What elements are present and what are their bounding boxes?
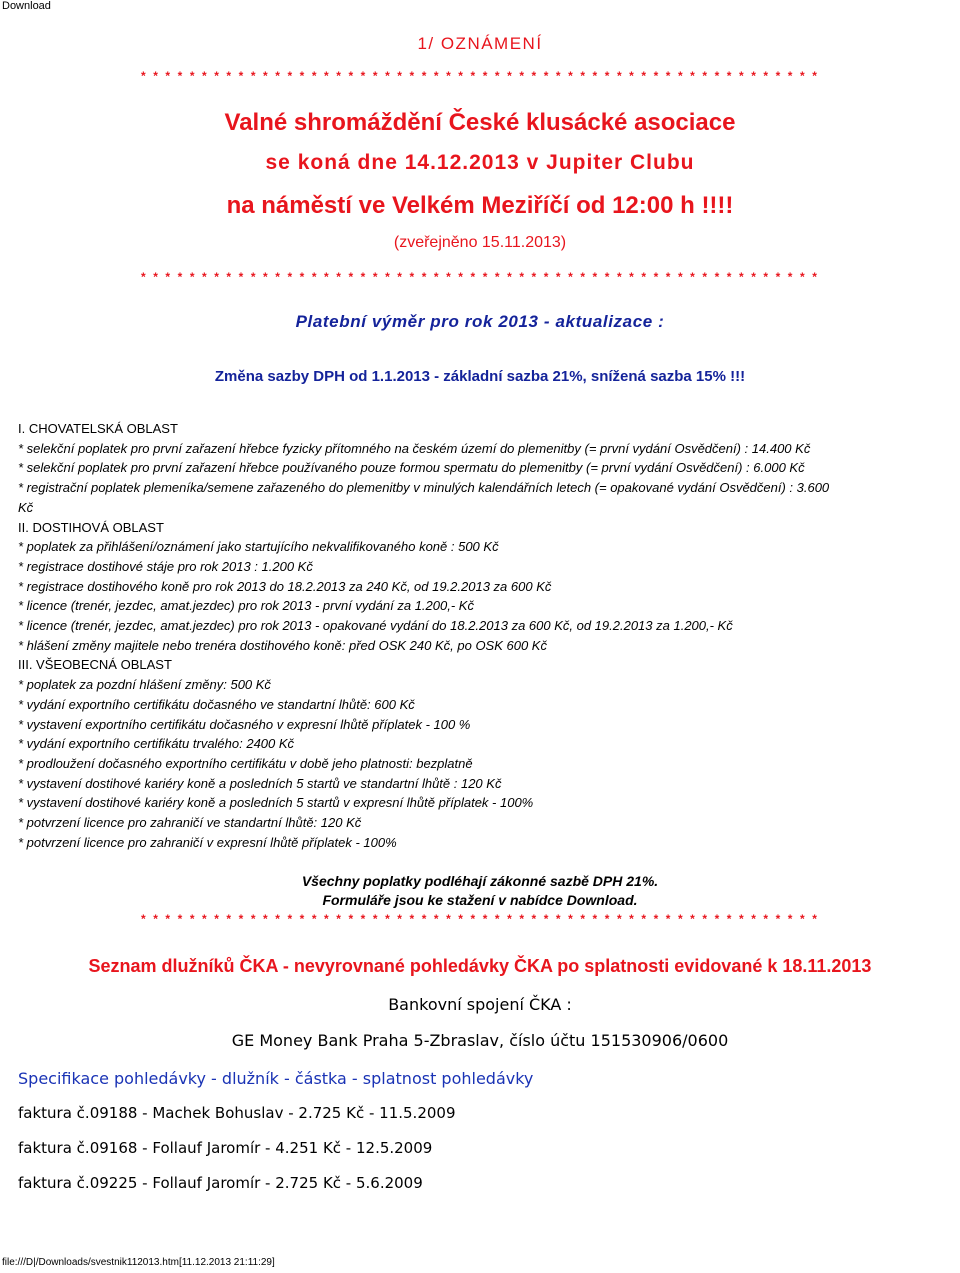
vat-note: Všechny poplatky podléhají zákonné sazbě DPH 21%. [301, 873, 659, 889]
download-link[interactable]: Download [2, 0, 51, 12]
fee-item: * registrace dostihové stáje pro rok 2013 : 1.200 Kč [18, 558, 313, 574]
debtors-title: Seznam dlužníků ČKA - nevyrovnané pohledávky ČKA po splatnosti evidované k 18.11.2013 [88, 956, 872, 976]
fee-item: * licence (trenér, jezdec, amat.jezdec) pro rok 2013 - opakované vydání do 18.2.2013 za 600 Kč, od 19.2.2013 za 1.200,- Kč [18, 618, 733, 633]
fee-item: * potvrzení licence pro zahraničí ve standartní lhůtě: 120 Kč [18, 815, 362, 830]
fee-item: * hlášení změny majitele nebo trenéra dostihového koně: před OSK 240 Kč, po OSK 600 Kč [18, 637, 547, 653]
fee-item: * prodloužení dočasného exportního certifikátu v době jeho platnosti: bezplatně [18, 755, 473, 771]
invoice-line: faktura č.09168 - Follauf Jaromír - 4.251 Kč - 12.5.2009 [18, 1139, 433, 1157]
fee-item: * vydání exportního certifikátu trvalého: 2400 Kč [18, 736, 295, 752]
section-heading: II. DOSTIHOVÁ OBLAST [18, 519, 164, 535]
fee-item: * vystavení dostihové kariéry koně a posledních 5 startů ve standartní lhůtě : 120 Kč [18, 775, 502, 791]
fee-item: * vystavení exportního certifikátu dočasného v expresní lhůtě příplatek - 100 % [18, 716, 471, 732]
bank-account: GE Money Bank Praha 5-Zbraslav, číslo účtu 151530906/0600 [231, 1031, 729, 1050]
fee-title: Platební výměr pro rok 2013 - aktualizace : [295, 312, 665, 331]
bank-label: Bankovní spojení ČKA : [388, 995, 572, 1014]
specification-heading: Specifikace pohledávky - dlužník - částka - splatnost pohledávky [18, 1069, 534, 1088]
fee-item: * registrační poplatek plemeníka/semene zařazeného do plemenitby v minulých kalendářních letech (= opakované vydání Osvědčení) : 3.600 [18, 480, 830, 496]
fee-item: * licence (trenér, jezdec, amat.jezdec) pro rok 2013 - první vydání za 1.200,- Kč [18, 598, 474, 614]
fee-item: * vydání exportního certifikátu dočasného ve standartní lhůtě: 600 Kč [18, 696, 415, 712]
fee-item: * poplatek za přihlášení/oznámení jako startujícího nekvalifikovaného koně : 500 Kč [18, 539, 499, 555]
meeting-line-1: Valné shromáždění České klusácké asociace [224, 109, 736, 136]
fee-item: * selekční poplatek pro první zařazení hřebce používaného pouze formou spermatu do plemenitby (= první vydání Osvědčení) : 6.000 Kč [18, 460, 805, 476]
section-heading: III. VŠEOBECNÁ OBLAST [18, 657, 172, 673]
fee-item: * vystavení dostihové kariéry koně a posledních 5 startů v expresní lhůtě příplatek - 100% [18, 795, 534, 811]
published-date: (zveřejněno 15.11.2013) [393, 234, 567, 251]
meeting-line-2: se koná dne 14.12.2013 v Jupiter Clubu [265, 151, 695, 174]
section-heading: I. CHOVATELSKÁ OBLAST [18, 421, 178, 436]
announcement-title: 1/ OZNÁMENÍ [417, 34, 543, 53]
file-path-footer: file:///D|/Downloads/svestnik112013.htm[11.12.2013 21:11:29] [2, 1257, 275, 1268]
star-divider-1: * * * * * * * * * * * * * * * * * * * * * * * * * * * * * * * * * * * * * * * * * * * * * * * * * * * * * * * * [141, 69, 819, 83]
star-divider-2: * * * * * * * * * * * * * * * * * * * * * * * * * * * * * * * * * * * * * * * * * * * * * * * * * * * * * * * * [141, 270, 819, 284]
fee-item: * registrace dostihového koně pro rok 2013 do 18.2.2013 za 240 Kč, od 19.2.2013 za 600 Kč [18, 578, 552, 594]
invoice-line: faktura č.09225 - Follauf Jaromír - 2.725 Kč - 5.6.2009 [18, 1174, 423, 1192]
vat-change-notice: Změna sazby DPH od 1.1.2013 - základní sazba 21%, snížená sazba 15% !!! [214, 368, 746, 385]
fee-item: Kč [18, 499, 34, 515]
invoice-line: faktura č.09188 - Machek Bohuslav - 2.725 Kč - 11.5.2009 [18, 1104, 456, 1122]
forms-note: Formuláře jsou ke stažení v nabídce Download. [322, 892, 638, 908]
star-divider-3: * * * * * * * * * * * * * * * * * * * * * * * * * * * * * * * * * * * * * * * * * * * * * * * * * * * * * * * * [141, 912, 819, 926]
fee-item: * selekční poplatek pro první zařazení hřebce fyzicky přítomného na českém území do plemenitby (= první vydání Osvědčení) : 14.400 Kč [18, 440, 811, 456]
fee-item: * poplatek za pozdní hlášení změny: 500 Kč [18, 677, 271, 693]
fee-item: * potvrzení licence pro zahraničí v expresní lhůtě příplatek - 100% [18, 834, 397, 850]
meeting-line-3: na náměstí ve Velkém Meziříčí od 12:00 h !!!! [226, 192, 734, 219]
